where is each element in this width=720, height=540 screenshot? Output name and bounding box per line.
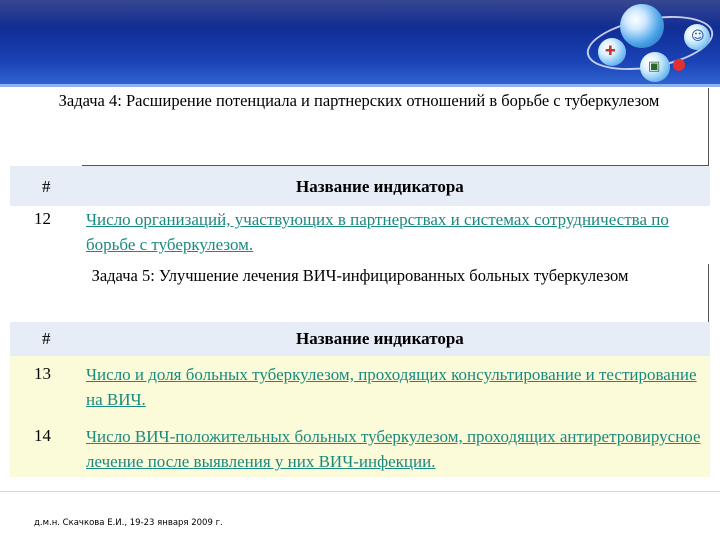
table5-row-text[interactable]: Число и доля больных туберкулезом, проходящих консультирование и тестирование на ВИЧ. (86, 365, 697, 409)
task5-text: Улучшение лечения ВИЧ-инфицированных больных туберкулезом (154, 266, 629, 285)
task4-title (28, 88, 690, 113)
task5-frame-right (708, 264, 709, 323)
table4-col-name: Название индикатора (296, 177, 464, 196)
table4-col-num: # (42, 177, 51, 196)
table5-col-num: # (42, 329, 51, 348)
task4-frame-right (708, 88, 709, 166)
task4-text: Расширение потенциала и партнерских отношений в борьбе с туберкулезом (121, 91, 660, 110)
table5-row-text[interactable]: Число ВИЧ-положительных больных туберкулезом, проходящих антиретровирусное лечение после выявления у них ВИЧ-инфекции. (86, 427, 701, 471)
table5-row-num: 13 (34, 364, 51, 383)
laptop-icon: ▣ (640, 52, 670, 82)
banner-divider (0, 84, 720, 87)
footer-credit: д.м.н. Скачкова Е.И., 19-23 января 2009 г. (34, 518, 223, 528)
table4-row-text[interactable]: Число организаций, участвующих в партнерствах и системах сотрудничества по борьбе с туберкулезом. (86, 210, 669, 254)
banner-shine (0, 0, 720, 28)
header-banner (0, 0, 720, 84)
table4-row-num: 12 (34, 209, 51, 228)
person-icon: ☺ (684, 24, 710, 50)
task5-label: Задача 5: (91, 266, 155, 285)
doctor-icon: ● (672, 54, 686, 73)
pills-icon: ✚ (598, 38, 626, 66)
footer-divider (0, 491, 720, 492)
globe-icon (620, 4, 664, 48)
task5-title (10, 264, 710, 288)
table5-row-num: 14 (34, 426, 51, 445)
task4-label: Задача 4: (58, 91, 122, 110)
table5-col-name: Название индикатора (296, 329, 464, 348)
